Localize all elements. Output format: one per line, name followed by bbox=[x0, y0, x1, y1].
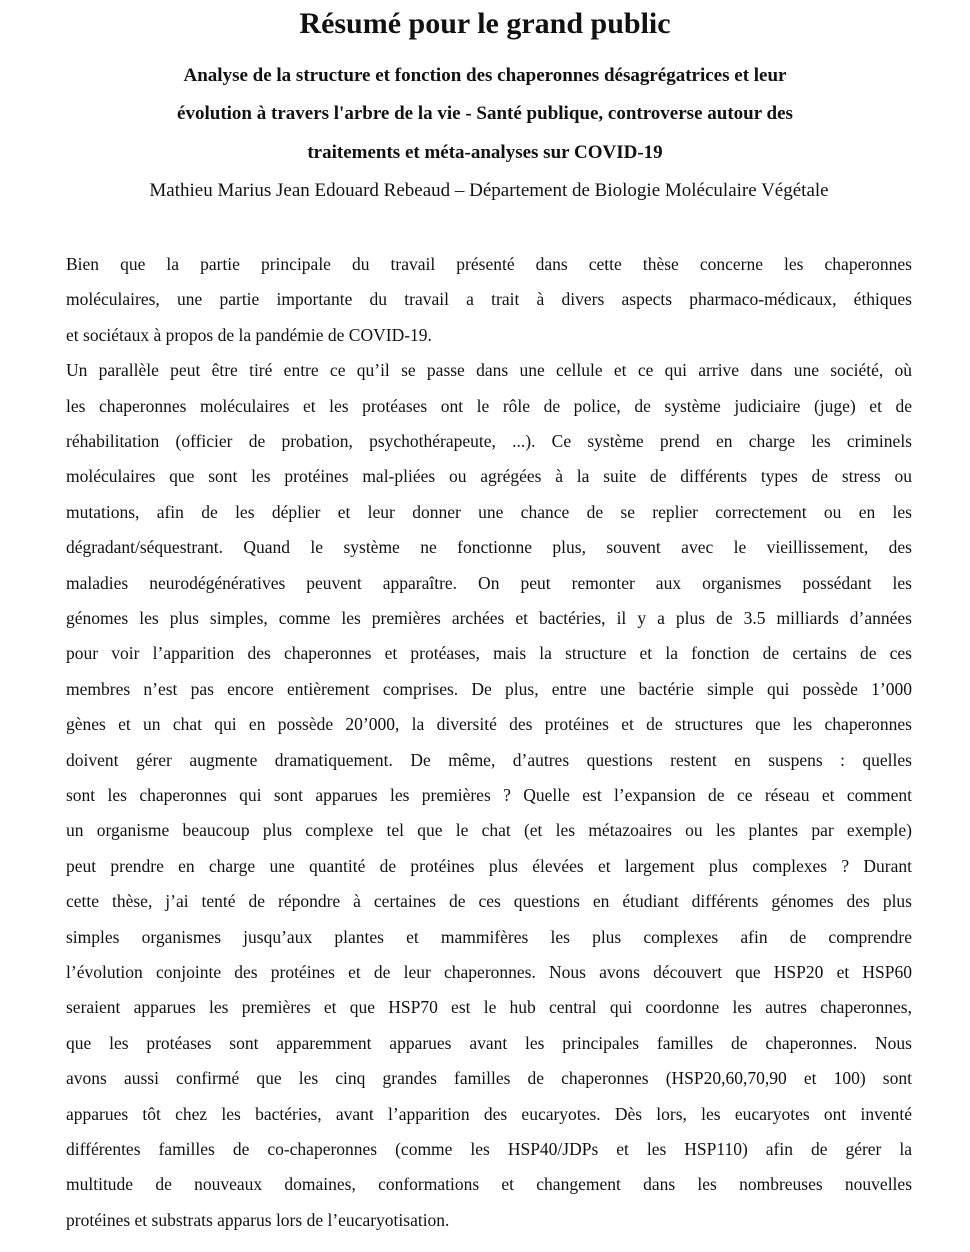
body-text-line: protéines et substrats apparus lors de l’eucaryotisation. bbox=[66, 1209, 450, 1230]
subtitle-line: évolution à travers l'arbre de la vie - Santé publique, controverse autour des bbox=[177, 103, 793, 124]
body-text-line: apparues tôt chez les bactéries, avant l’apparition des eucaryotes. Dès lors, les eucaryotes ont inventé bbox=[66, 1103, 912, 1124]
body-text-line: mutations, afin de les déplier et leur donner une chance de se replier correctement ou en les bbox=[66, 501, 912, 522]
body-text-line: maladies neurodégénératives peuvent apparaître. On peut remonter aux organismes possédant les bbox=[66, 572, 912, 593]
body-text-line: Bien que la partie principale du travail présenté dans cette thèse concerne les chaperonnes bbox=[66, 254, 912, 274]
body-text-line: pour voir l’apparition des chaperonnes et protéases, mais la structure et la fonction de certains de ces bbox=[66, 643, 912, 664]
author-affiliation: Mathieu Marius Jean Edouard Rebeaud – Département de Biologie Moléculaire Végétale bbox=[149, 180, 829, 201]
body-text-line: que les protéases sont apparemment apparues avant les principales familles de chaperonnes. Nous bbox=[66, 1032, 912, 1053]
body-text-line: gènes et un chat qui en possède 20’000, la diversité des protéines et de structures que les chaperonnes bbox=[66, 714, 912, 735]
body-text-line: réhabilitation (officier de probation, psychothérapeute, ...). Ce système prend en charge les criminels bbox=[66, 431, 912, 451]
body-text-line: Un parallèle peut être tiré entre ce qu’il se passe dans une cellule et ce qui arrive dans une société, où bbox=[66, 360, 912, 381]
body-text-line: un organisme beaucoup plus complexe tel que le chat (et les métazoaires ou les plantes par exemple) bbox=[66, 820, 912, 841]
body-text-line: l’évolution conjointe des protéines et de leur chaperonnes. Nous avons découvert que HSP20 et HSP60 bbox=[66, 962, 912, 982]
body-text-line: membres n’est pas encore entièrement comprises. De plus, entre une bactérie simple qui possède 1’000 bbox=[66, 678, 912, 699]
subtitle-line: Analyse de la structure et fonction des chaperonnes désagrégatrices et leur bbox=[183, 65, 787, 86]
body-text-line: dégradant/séquestrant. Quand le système ne fonctionne plus, souvent avec le vieillissement, des bbox=[66, 537, 912, 558]
body-text-line: moléculaires, une partie importante du travail a trait à divers aspects pharmaco-médicaux, éthiques bbox=[66, 289, 912, 310]
subtitle-line: traitements et méta-analyses sur COVID-19 bbox=[307, 142, 663, 163]
body-text-line: simples organismes jusqu’aux plantes et mammifères les plus complexes afin de comprendre bbox=[66, 926, 912, 947]
body-text-line: seraient apparues les premières et que HSP70 est le hub central qui coordonne les autres chaperonnes, bbox=[66, 997, 912, 1018]
body-text-line: sont les chaperonnes qui sont apparues les premières ? Quelle est l’expansion de ce réseau et comment bbox=[66, 785, 912, 805]
body-text-line: doivent gérer augmente dramatiquement. De même, d’autres questions restent en suspens : quelles bbox=[66, 749, 912, 770]
body-text-line: multitude de nouveaux domaines, conformations et changement dans les nombreuses nouvelles bbox=[66, 1174, 912, 1195]
body-text-line: peut prendre en charge une quantité de protéines plus élevées et largement plus complexes ? Durant bbox=[66, 855, 912, 876]
document-title: Résumé pour le grand public bbox=[299, 7, 671, 40]
body-text-line: différentes familles de co-chaperonnes (comme les HSP40/JDPs et les HSP110) afin de gérer la bbox=[66, 1139, 912, 1159]
body-text-line: et sociétaux à propos de la pandémie de COVID-19. bbox=[66, 324, 432, 345]
body-text-line: cette thèse, j’ai tenté de répondre à certaines de ces questions en étudiant différents génomes des plus bbox=[66, 891, 912, 912]
body-text-line: moléculaires que sont les protéines mal-pliées ou agrégées à la suite de différents types de stress ou bbox=[66, 466, 912, 487]
body-text-line: les chaperonnes moléculaires et les protéases ont le rôle de police, de système judiciaire (juge) et de bbox=[66, 395, 912, 416]
body-text-line: génomes les plus simples, comme les premières archées et bactéries, il y a plus de 3.5 milliards d’années bbox=[66, 608, 912, 628]
body-text-line: avons aussi confirmé que les cinq grandes familles de chaperonnes (HSP20,60,70,90 et 100) sont bbox=[66, 1068, 912, 1089]
